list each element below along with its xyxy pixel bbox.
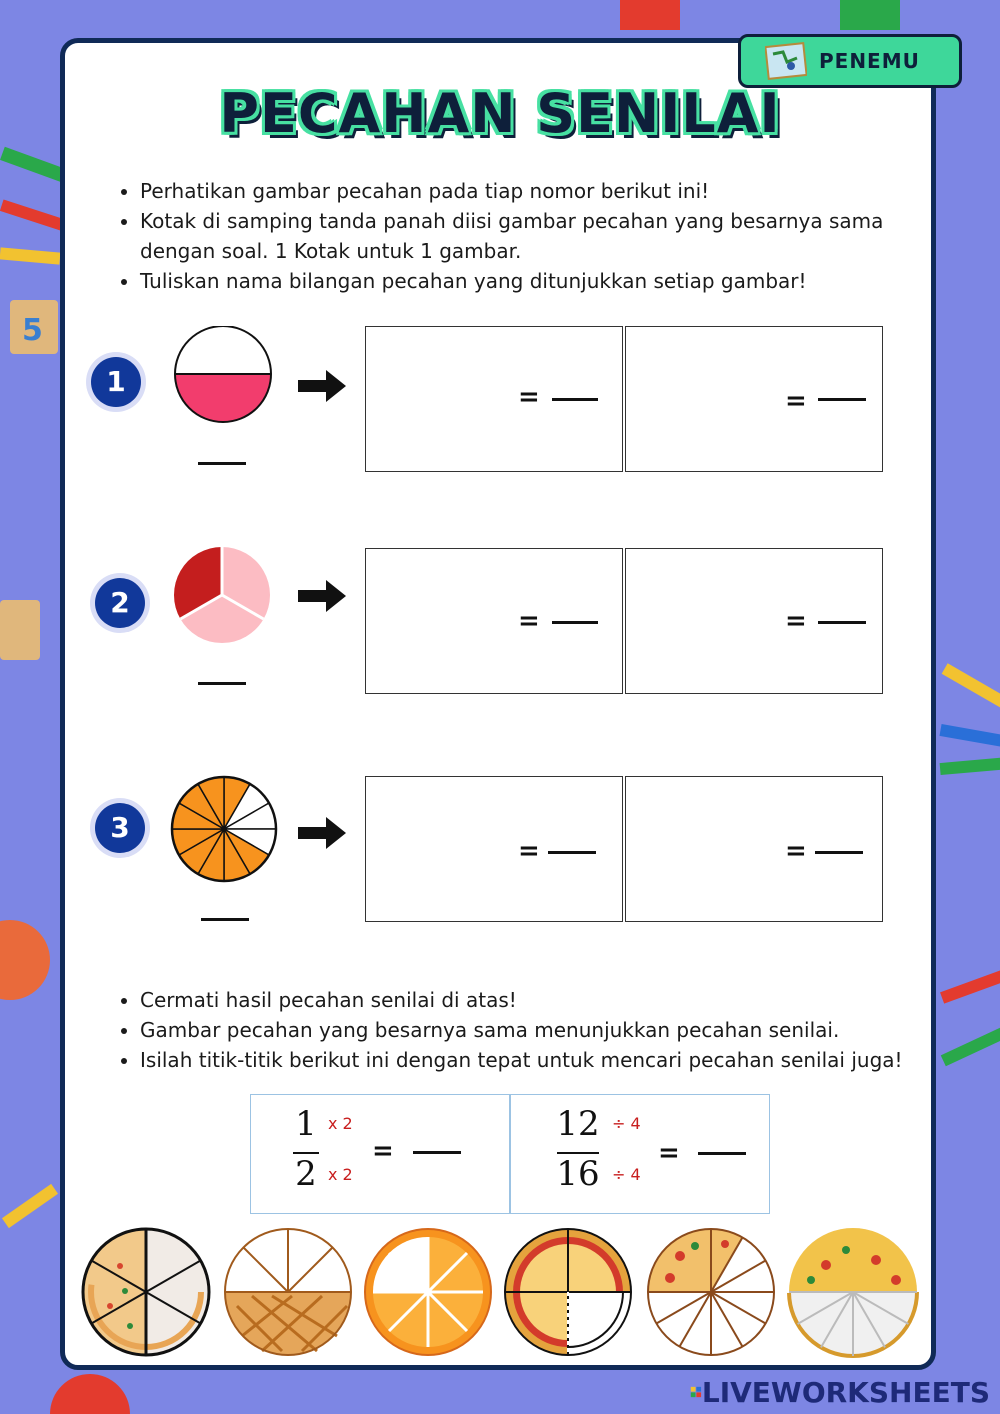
- right-arrow-icon: [298, 368, 348, 404]
- svg-text:5: 5: [22, 313, 43, 348]
- instruction-item: • Kotak di samping tanda panah diisi gambar pecahan yang besarnya sama dengan soal. 1 Kotak untuk 1 gambar.: [140, 206, 920, 266]
- fraction-answer-blank[interactable]: [552, 621, 598, 624]
- page-title: PECAHAN SENILAI: [219, 82, 781, 145]
- instructions-top: [108, 176, 920, 296]
- fraction-answer-blank[interactable]: [198, 682, 246, 685]
- watermark-text: LIVEWORKSHEETS: [701, 1375, 990, 1409]
- fraction-answer-blank[interactable]: [198, 462, 246, 465]
- fraction-circle-twelfths: [169, 774, 279, 884]
- instruction-item: • Isilah titik-titik berikut ini dengan tepat untuk mencari pecahan senilai juga!: [140, 1045, 940, 1075]
- fraction-answer-blank[interactable]: [698, 1152, 746, 1155]
- orange-eighths-icon[interactable]: [362, 1226, 494, 1358]
- equals-sign: =: [785, 836, 807, 866]
- instruction-item: • Cermati hasil pecahan senilai di atas!: [140, 985, 940, 1015]
- fraction-answer-blank[interactable]: [201, 918, 249, 921]
- denominator: 16: [556, 1154, 600, 1194]
- badge-label: PENEMU: [819, 49, 920, 73]
- drop-box[interactable]: [625, 776, 883, 922]
- instructions-bottom: [108, 985, 940, 1075]
- problem-number-3: [90, 798, 150, 858]
- pizza-quarters-icon[interactable]: [502, 1226, 634, 1358]
- problem-number-label: 3: [95, 803, 145, 853]
- pizza-twelfths-icon[interactable]: [786, 1225, 920, 1359]
- operation-bottom: ÷ 4: [612, 1165, 641, 1184]
- equals-sign: =: [518, 606, 540, 636]
- equals-sign: =: [785, 606, 807, 636]
- fraction-answer-blank[interactable]: [818, 398, 866, 401]
- problem-number-1: [86, 352, 146, 412]
- penemu-badge: [738, 34, 962, 88]
- pizza-sixths-icon[interactable]: [80, 1226, 212, 1358]
- fraction-answer-blank[interactable]: [818, 621, 866, 624]
- liveworksheets-logo-icon: [690, 1377, 702, 1407]
- operation-bottom: x 2: [328, 1165, 353, 1184]
- equals-sign: =: [785, 386, 807, 416]
- instruction-item: • Perhatikan gambar pecahan pada tiap nomor berikut ini!: [140, 176, 920, 206]
- fraction-answer-blank[interactable]: [548, 851, 596, 854]
- problem-number-label: 1: [91, 357, 141, 407]
- pizza-slices-icon[interactable]: [645, 1226, 777, 1358]
- map-icon: [765, 42, 807, 80]
- drop-box[interactable]: [365, 776, 623, 922]
- numerator: 1: [295, 1104, 317, 1144]
- right-arrow-icon: [298, 578, 348, 614]
- instruction-item: • Gambar pecahan yang besarnya sama menunjukkan pecahan senilai.: [140, 1015, 940, 1045]
- fraction-circle-half: [173, 326, 273, 426]
- fraction-answer-blank[interactable]: [413, 1151, 461, 1154]
- pie-eighths-icon[interactable]: [222, 1226, 354, 1358]
- liveworksheets-watermark: [690, 1372, 990, 1412]
- numerator: 12: [556, 1104, 600, 1144]
- instruction-item: • Tuliskan nama bilangan pecahan yang ditunjukkan setiap gambar!: [140, 266, 920, 296]
- fraction-circle-third: [172, 545, 272, 645]
- problem-number-2: [90, 573, 150, 633]
- operation-top: ÷ 4: [612, 1114, 641, 1133]
- fraction-answer-blank[interactable]: [815, 851, 863, 854]
- equals-sign: =: [518, 382, 540, 412]
- denominator: 2: [295, 1154, 317, 1194]
- equals-sign: =: [372, 1136, 394, 1166]
- right-arrow-icon: [298, 815, 348, 851]
- equals-sign: =: [658, 1138, 680, 1168]
- operation-top: x 2: [328, 1114, 353, 1133]
- fraction-answer-blank[interactable]: [552, 398, 598, 401]
- problem-number-label: 2: [95, 578, 145, 628]
- equals-sign: =: [518, 836, 540, 866]
